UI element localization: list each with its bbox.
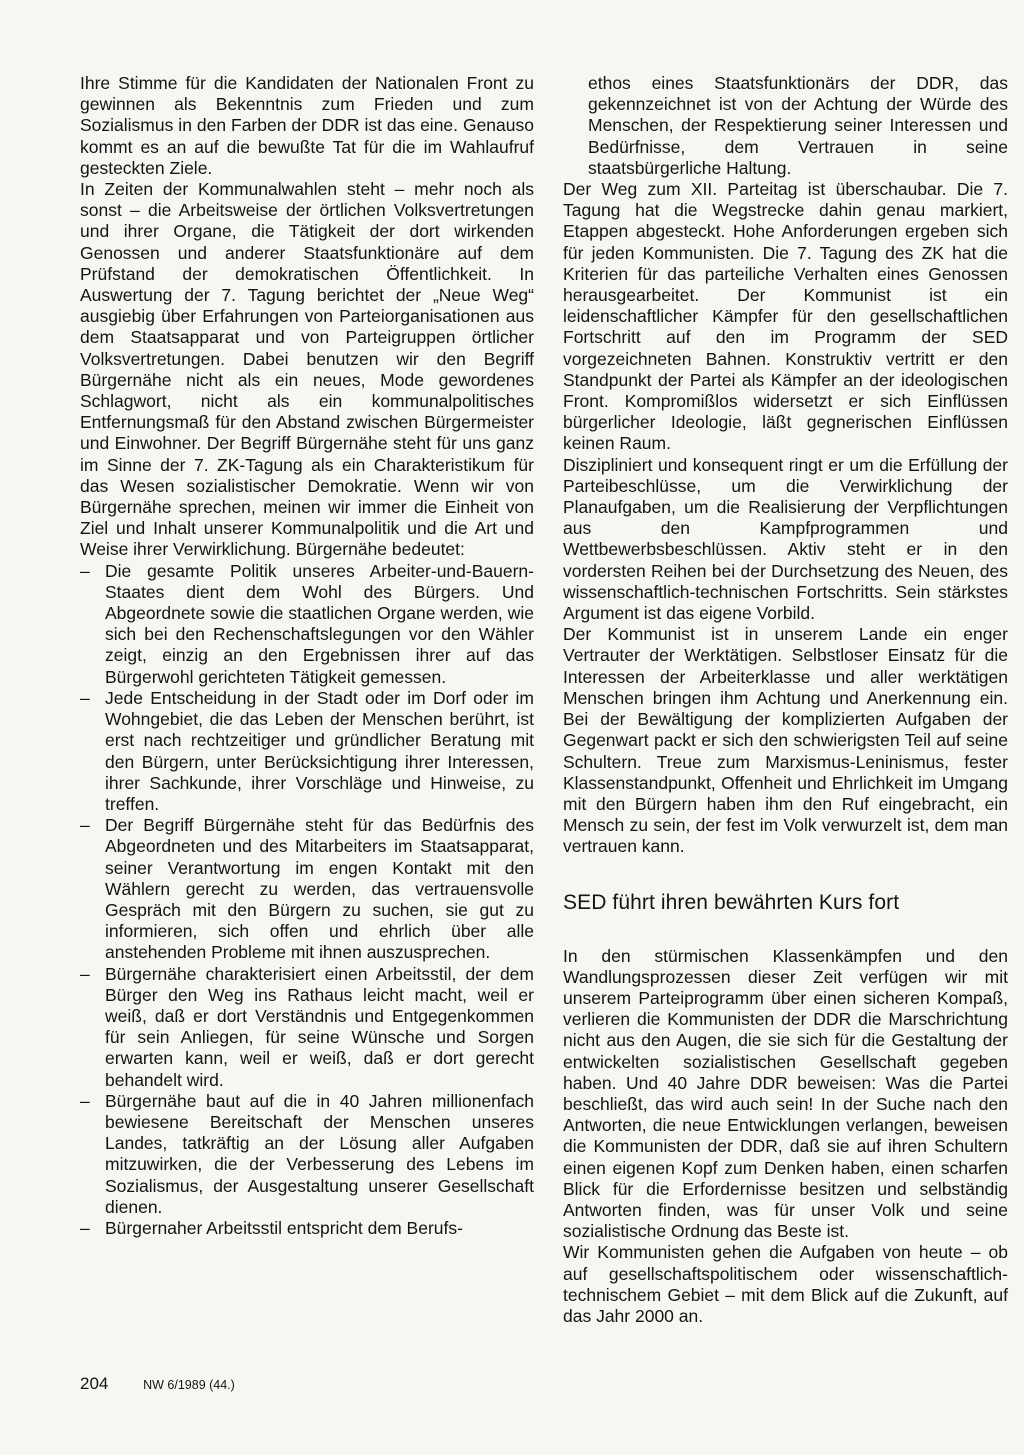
dash-list [80,561,534,1240]
list-item: – Die gesamte Politik unseres Arbeiter-und-Bauern-Staates dient dem Wohl des Bürgers. Und Abgeordnete sowie die staatlichen Organe werden, wie sich bei den Rechenschaftslegungen vor den Wähler zeigt, einzig an den Ergebnissen ihrer auf das Bürgerwohl gerichteten Tätigkeit gemessen. [80,561,534,688]
list-item-continuation: ethos eines Staatsfunktionärs der DDR, das gekennzeichnet ist von der Achtung der Würde des Menschen, der Respektierung seiner Interessen und Bedürfnisse, dem Vertrauen in seine staatsbürgerliche Haltung. [588,73,1008,178]
list-item: – Bürgernähe baut auf die in 40 Jahren millionenfach bewiesene Bereitschaft der Menschen unseres Landes, tatkräftig an der Lösung aller Aufgaben mitzuwirken, die der Verbesserung des Lebens im Sozialismus, der Ausgestaltung unserer Gesellschaft dienen. [80,1091,534,1218]
page-footer [80,1374,235,1395]
paragraph: Der Weg zum XII. Parteitag ist überschaubar. Die 7. Tagung hat die Wegstrecke dahin genau markiert, Etappen abgesteckt. Hohe Anforderungen ergeben sich für jeden Kommunisten. Die 7. Tagung des ZK hat die Kriterien für das parteiliche Verhalten eines Genossen herausgearbeitet. Der Kommunist ist ein leidenschaftlicher Kämpfer für den gesellschaftlichen Fortschritt auf den im Programm der SED vorgezeichneten Bahnen. Konstruktiv vertritt er den Standpunkt der Partei als Kämpfer an der ideologischen Front. Kompromißlos widersetzt er sich Einflüssen bürgerlicher Ideologie, läßt gegnerischen Einflüssen keinen Raum. [563,179,1008,454]
paragraph: Diszipliniert und konsequent ringt er um die Erfüllung der Parteibeschlüsse, um die Verwirklichung der Planaufgaben, um die Realisierung der Verpflichtungen aus den Kampfprogrammen und Wettbewerbsbeschlüssen. Aktiv steht er in den vordersten Reihen bei der Durchsetzung des Neuen, des wissenschaftlich-technischen Fortschritts. Sein stärkstes Argument ist das eigene Vorbild. [563,454,1008,624]
paragraph: Der Kommunist ist in unserem Lande ein enger Vertrauter der Werktätigen. Selbstloser Einsatz für die Interessen der Arbeiterklasse und aller werktätigen Menschen bringen ihm Achtung und Anerkennung ein. Bei der Bewältigung der komplizierten Aufgaben der Gegenwart packt er sich den schwierigsten Teil auf seine Schultern. Treue zum Marxismus-Leninismus, fester Klassenstandpunkt, Offenheit und Ehrlichkeit im Umgang mit den Bürgern haben ihm den Ruf eingebracht, ein Mensch zu sein, der fest im Volk verwurzelt ist, dem man vertrauen kann. [563,624,1008,857]
page-number: 204 [80,1374,109,1393]
paragraph: In den stürmischen Klassenkämpfen und den Wandlungsprozessen dieser Zeit verfügen wir mit unserem Parteiprogramm über einen sicheren Kompaß, verlieren die Kommunisten der DDR die Marschrichtung nicht aus den Augen, die sie sich für die Gestaltung der entwickelten sozialistischen Gesellschaft gegeben haben. Und 40 Jahre DDR beweisen: Was die Partei beschließt, das wird auch sein! In der Suche nach den Antworten, die neue Entwicklungen verlangen, beweisen die Kommunisten der DDR, daß sie auf ihren Schultern einen eigenen Kopf zum Denken haben, einen scharfen Blick für die Erfordernisse besitzen und selbständig Antworten finden, was für unser Volk und seine sozialistische Ordnung das Beste ist. [563,945,1008,1242]
paragraph: Ihre Stimme für die Kandidaten der Nationalen Front zu gewinnen als Bekenntnis zum Frieden und zum Sozialismus in den Farben der DDR ist das eine. Genauso kommt es an auf die bewußte Tat für die im Wahlaufruf gesteckten Ziele. [80,73,534,178]
paragraph: In Zeiten der Kommunalwahlen steht – mehr noch als sonst – die Arbeitsweise der örtlichen Volksvertretungen und ihrer Organe, die Tätigkeit der dort wirkenden Genossen und anderer Staatsfunktionäre auf dem Prüfstand der demokratischen Öffentlichkeit. In Auswertung der 7. Tagung berichtet der „Neue Weg“ ausgiebig über Erfahrungen von Parteiorganisationen aus dem Staatsapparat und von Parteigruppen örtlicher Volksvertretungen. Dabei benutzen wir den Begriff Bürgernähe nicht als ein neues, Mode gewordenes Schlagwort, nicht als ein kommunalpolitisches Entfernungsmaß für den Abstand zwischen Bürgermeister und Einwohner. Der Begriff Bürgernähe steht für uns ganz im Sinne der 7. ZK-Tagung als ein Charakteristikum für das Wesen sozialistischer Demokratie. Wenn wir von Bürgernähe sprechen, meinen wir immer die Einheit von Ziel und Inhalt unserer Kommunalpolitik und die Art und Weise ihrer Verwirklichung. Bürgernähe bedeutet: [80,179,534,560]
paragraph: Wir Kommunisten gehen die Aufgaben von heute – ob auf gesellschaftspolitischem oder wissenschaftlich-technischem Gebiet – mit dem Blick auf die Zukunft, auf das Jahr 2000 an. [563,1242,1008,1326]
issue-label: NW 6/1989 (44.) [143,1378,235,1392]
left-column [80,73,534,1239]
list-item: – Bürgernähe charakterisiert einen Arbeitsstil, der dem Bürger den Weg ins Rathaus leicht macht, weil er weiß, daß er dort Verständnis und Entgegenkommen für sein Anliegen, für seine Wünsche und Sorgen erwarten kann, weil er weiß, daß er dort gerecht behandelt wird. [80,964,534,1091]
list-item: – Der Begriff Bürgernähe steht für das Bedürfnis des Abgeordneten und des Mitarbeiters im Staatsapparat, seiner Verantwortung im engen Kontakt mit den Wählern gerecht zu werden, das vertrauensvolle Gespräch mit den Bürgern zu suchen, sie gut zu informieren, sich offen und ehrlich über alle anstehenden Probleme mit ihnen auszusprechen. [80,815,534,963]
right-column [563,73,1008,1327]
list-item: – Bürgernaher Arbeitsstil entspricht dem Berufs- [80,1218,534,1239]
list-item: – Jede Entscheidung in der Stadt oder im Dorf oder im Wohngebiet, die das Leben der Menschen berührt, ist erst nach rechtzeitiger und gründlicher Beratung mit den Bürgern, unter Berücksichtigung ihrer Interessen, ihrer Sachkunde, ihrer Vorschläge und Hinweise, zu treffen. [80,688,534,815]
section-heading: SED führt ihren bewährten Kurs fort [563,890,900,914]
